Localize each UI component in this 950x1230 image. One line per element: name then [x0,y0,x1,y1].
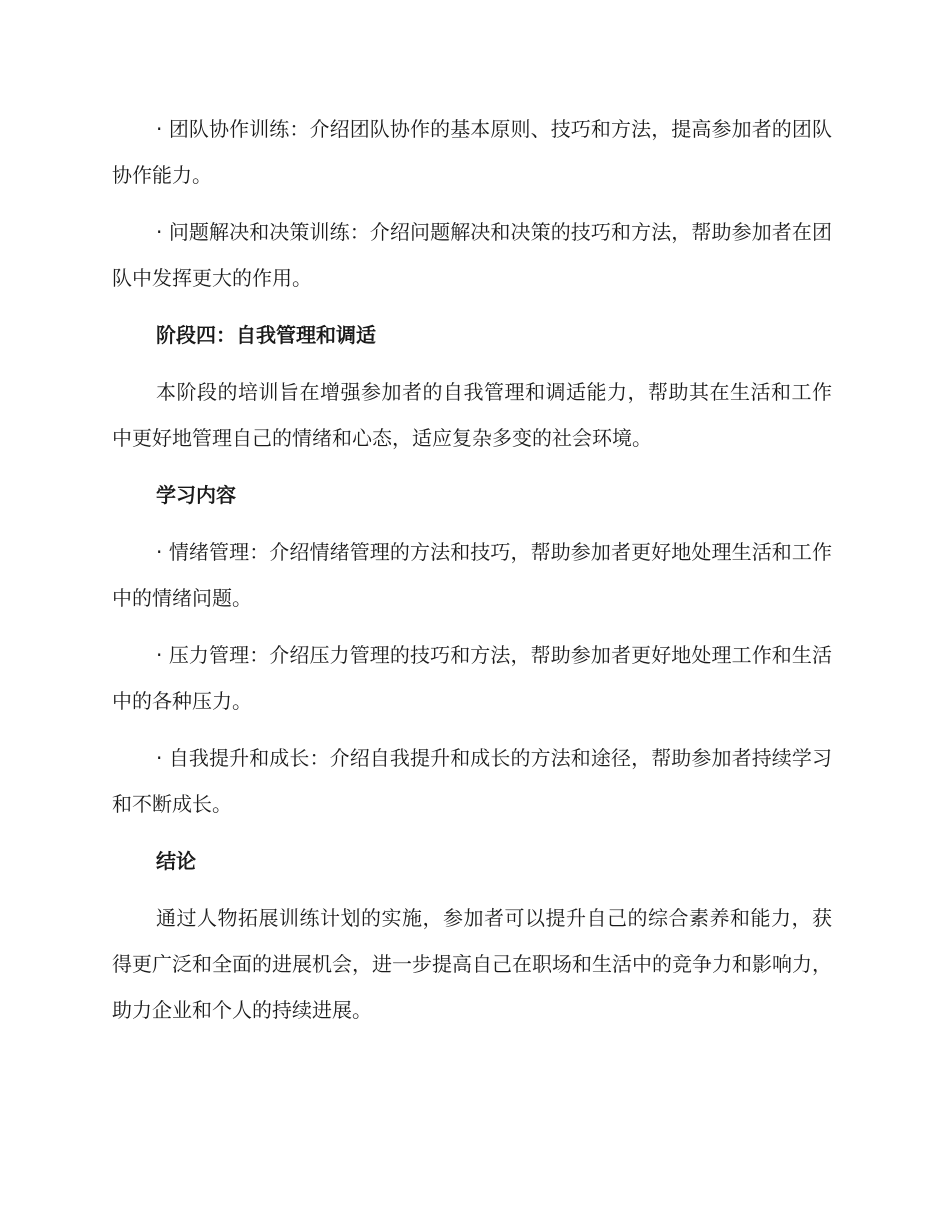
stage-four-intro: 本阶段的培训旨在增强参加者的自我管理和调适能力，帮助其在生活和工作中更好地管理自己的情绪和心态，适应复杂多变的社会环境。 [112,380,832,450]
document-body [112,106,832,1044]
bullet-stress-management: · 压力管理：介绍压力管理的技巧和方法，帮助参加者更好地处理工作和生活中的各种压力。 [112,643,832,713]
section-heading-stage-four: 阶段四：自我管理和调适 [156,323,376,347]
section-heading-learning-content: 学习内容 [156,483,236,507]
bullet-teamwork-training: · 团队协作训练：介绍团队协作的基本原则、技巧和方法，提高参加者的团队协作能力。 [112,117,832,187]
conclusion-text: 通过人物拓展训练计划的实施，参加者可以提升自己的综合素养和能力，获得更广泛和全面的进展机会，进一步提高自己在职场和生活中的竞争力和影响力，助力企业和个人的持续进展。 [112,906,832,1022]
bullet-self-improvement: · 自我提升和成长：介绍自我提升和成长的方法和途径，帮助参加者持续学习和不断成长。 [112,746,832,816]
bullet-problem-solving-training: · 问题解决和决策训练：介绍问题解决和决策的技巧和方法，帮助参加者在团队中发挥更大的作用。 [112,220,832,290]
bullet-emotion-management: · 情绪管理：介绍情绪管理的方法和技巧，帮助参加者更好地处理生活和工作中的情绪问题。 [112,540,832,610]
section-heading-conclusion: 结论 [156,849,196,873]
